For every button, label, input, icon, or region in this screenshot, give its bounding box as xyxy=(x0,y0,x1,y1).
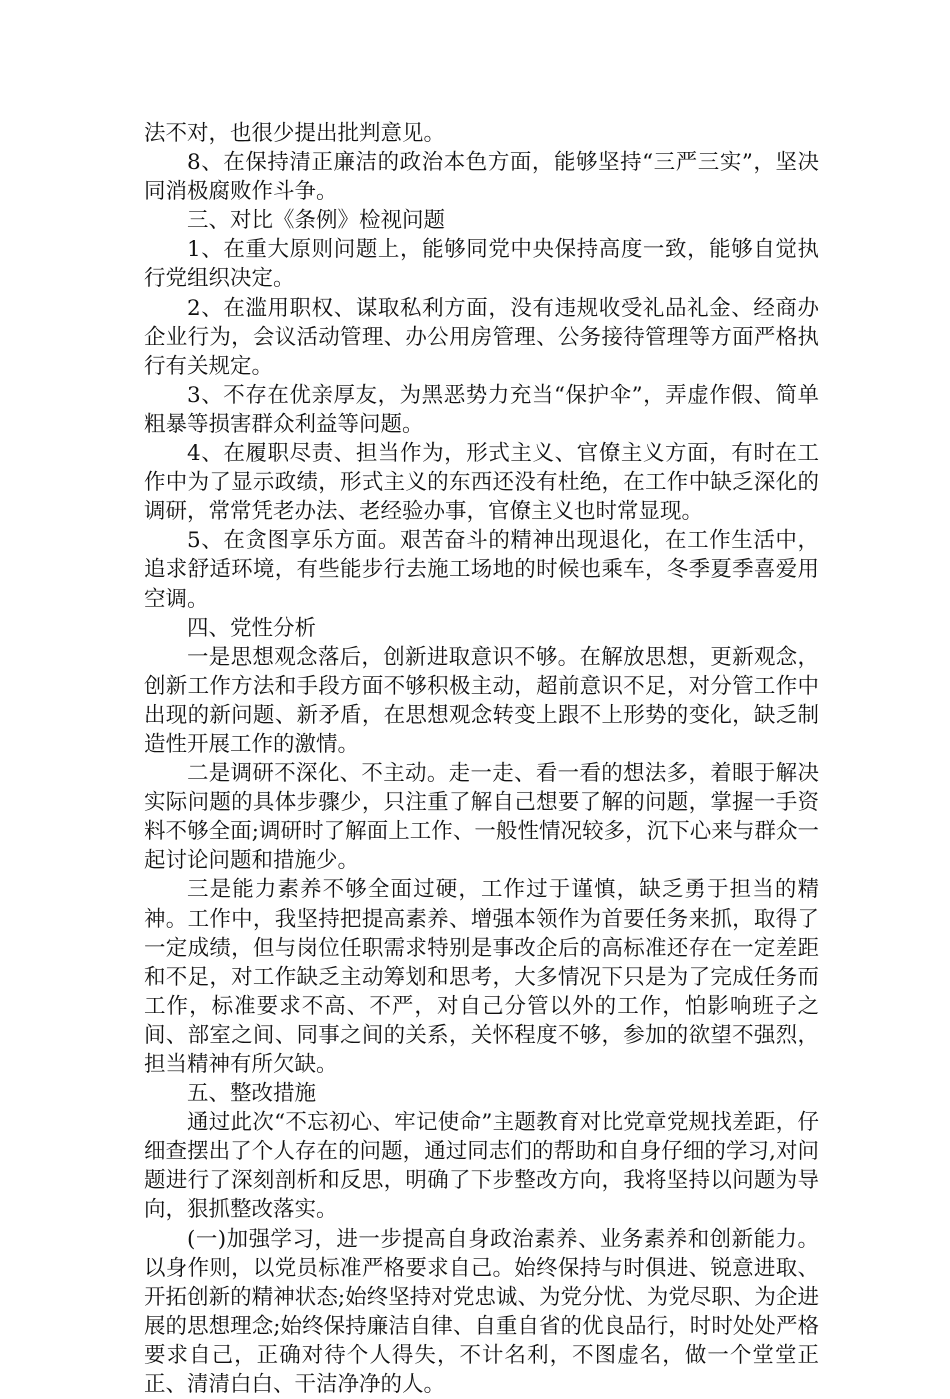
paragraph-analysis-3: 三是能力素养不够全面过硬，工作过于谨慎，缺乏勇于担当的精神。工作中，我坚持把提高素养、增强本领作为首要任务来抓，取得了一定成绩，但与岗位任职需求特别是事改企后的高标准还存在一定差距和不足，对工作缺乏主动筹划和思考，大多情况下只是为了完成任务而工作，标准要求不高、不严，对自己分管以外的工作，怕影响班子之间、部室之间、同事之间的关系，关怀程度不够，参加的欲望不强烈，担当精神有所欠缺。 xyxy=(144,877,819,1077)
paragraph-item-8: 8、在保持清正廉洁的政治本色方面，能够坚持“三严三实”，坚决同消极腐败作斗争。 xyxy=(144,150,819,205)
paragraph-analysis-2: 二是调研不深化、不主动。走一走、看一看的想法多，着眼于解决实际问题的具体步骤少，只注重了解自己想要了解的问题，掌握一手资料不够全面;调研时了解面上工作、一般性情况较多，沉下心来与群众一起讨论问题和措施少。 xyxy=(144,761,819,874)
document-body xyxy=(144,119,819,1399)
paragraph-item-5: 5、在贪图享乐方面。艰苦奋斗的精神出现退化，在工作生活中，追求舒适环境，有些能步行去施工场地的时候也乘车，冬季夏季喜爱用空调。 xyxy=(144,528,819,612)
paragraph-item-1: 1、在重大原则问题上，能够同党中央保持高度一致，能够自觉执行党组织决定。 xyxy=(144,237,819,292)
paragraph-item-4: 4、在履职尽责、担当作为，形式主义、官僚主义方面，有时在工作中为了显示政绩，形式主义的东西还没有杜绝，在工作中缺乏深化的调研，常常凭老办法、老经验办事，官僚主义也时常显现。 xyxy=(144,441,819,525)
paragraph-item-3: 3、不存在优亲厚友，为黑恶势力充当“保护伞”，弄虚作假、简单粗暴等损害群众利益等问题。 xyxy=(144,382,819,437)
paragraph-measure-1: (一)加强学习，进一步提高自身政治素养、业务素养和创新能力。以身作则，以党员标准严格要求自己。始终保持与时俱进、锐意进取、开拓创新的精神状态;始终坚持对党忠诚、为党分忧、为党尽职、为企进展的思想理念;始终保持廉洁自律、自重自省的优良品行，时时处处严格要求自己，正确对待个人得失，不计名利，不图虚名，做一个堂堂正正、清清白白、干洁净净的人。 xyxy=(144,1226,819,1398)
section-heading-4: 四、党性分析 xyxy=(187,615,317,641)
section-heading-5: 五、整改措施 xyxy=(187,1081,317,1107)
paragraph-analysis-1: 一是思想观念落后，创新进取意识不够。在解放思想，更新观念，创新工作方法和手段方面不够积极主动，超前意识不足，对分管工作中出现的新问题、新矛盾，在思想观念转变上跟不上形势的变化，缺乏制造性开展工作的激情。 xyxy=(144,644,819,757)
paragraph-item-2: 2、在滥用职权、谋取私利方面，没有违规收受礼品礼金、经商办企业行为，会议活动管理、办公用房管理、公务接待管理等方面严格执行有关规定。 xyxy=(144,295,819,379)
section-heading-3: 三、对比《条例》检视问题 xyxy=(187,208,446,234)
paragraph-continuation: 法不对，也很少提出批判意见。 xyxy=(144,121,446,146)
paragraph-rectification-intro: 通过此次“不忘初心、牢记使命”主题教育对比党章党规找差距，仔细查摆出了个人存在的问题，通过同志们的帮助和自身仔细的学习,对问题进行了深刻剖析和反思，明确了下步整改方向，我将坚持以问题为导向，狠抓整改落实。 xyxy=(144,1110,819,1223)
